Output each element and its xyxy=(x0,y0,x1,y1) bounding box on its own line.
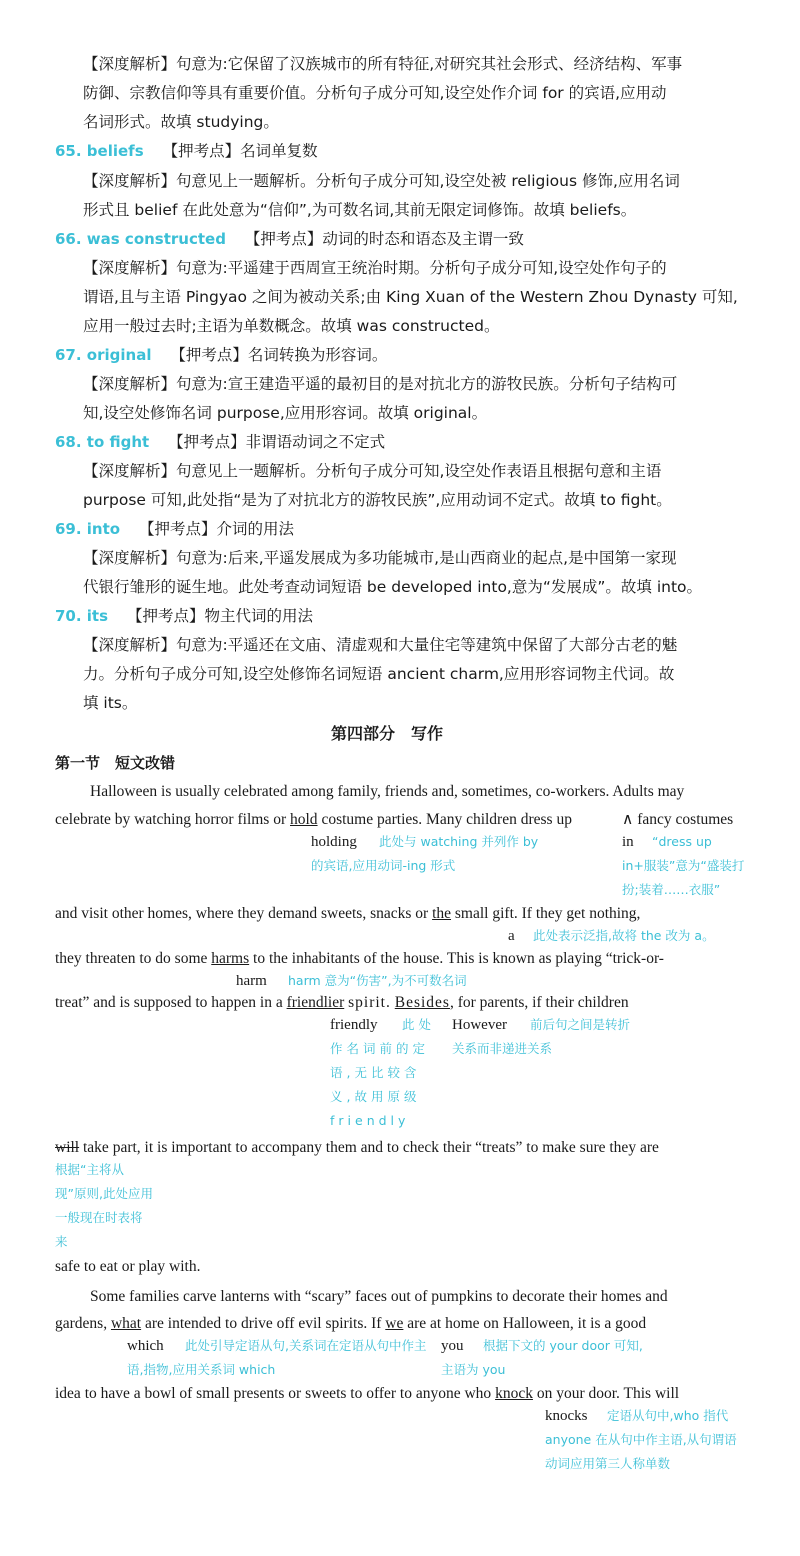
note-harm: harm 意为“伤害”,为不可数名词 xyxy=(288,973,467,988)
note-in: “dress up in+服装”意为“盛装打扮;装着……衣服” xyxy=(622,834,745,897)
error-word-what: what xyxy=(110,1315,142,1332)
passage-line xyxy=(622,809,733,831)
test-point: 【押考点】动词的时态和语态及主谓一致 xyxy=(244,230,524,248)
passage-line: Halloween is usually celebrated among family, friends and, sometimes, co-workers. Adults may xyxy=(90,783,685,800)
passage-line: safe to eat or play with. xyxy=(55,1258,201,1275)
analysis-line: 【深度解析】句意为:它保留了汉族城市的所有特征,对研究其社会形式、经济结构、军事 xyxy=(83,55,683,73)
passage-text: they threaten to do some xyxy=(55,950,208,967)
correction-knocks: knocks xyxy=(545,1408,588,1424)
passage-line xyxy=(55,1383,679,1405)
analysis-line: 应用一般过去时;主语为单数概念。故填 was constructed。 xyxy=(83,317,500,335)
passage-text: spirit. xyxy=(348,994,391,1011)
analysis-line: 力。分析句子成分可知,设空处修饰名词短语 ancient charm,应用形容词物主代词。故 xyxy=(83,665,675,683)
answer-number: 70. its xyxy=(55,607,109,625)
analysis-line: 【深度解析】句意为:后来,平遥发展成为多功能城市,是山西商业的起点,是中国第一家现 xyxy=(83,549,677,567)
section-title: 第一节 短文改错 xyxy=(55,754,176,772)
passage-text: are at home on Halloween, it is a good xyxy=(407,1315,647,1332)
passage-text: take part, it is important to accompany them and to check their “treats” to make sure they are xyxy=(83,1139,659,1156)
answer-number: 67. original xyxy=(55,346,152,364)
error-word-besides: Besides xyxy=(394,994,450,1011)
answer-number: 65. beliefs xyxy=(55,142,144,160)
correction-holding: holding xyxy=(311,834,357,850)
correction-in: in xyxy=(622,834,634,850)
passage-line xyxy=(55,809,572,831)
analysis-line: 谓语,且与主语 Pingyao 之间为被动关系;由 King Xuan of the Western Zhou Dynasty 可知, xyxy=(83,288,738,306)
passage-text: are intended to drive off evil spirits. If xyxy=(144,1315,382,1332)
passage-text: and visit other homes, where they demand sweets, snacks or xyxy=(55,905,429,922)
analysis-line: 填 its。 xyxy=(83,694,138,712)
passage-line: Some families carve lanterns with “scary” faces out of pumpkins to decorate their homes and xyxy=(90,1288,668,1305)
correction-harm: harm xyxy=(236,973,267,989)
passage-text: idea to have a bowl of small presents or sweets to offer to anyone who xyxy=(55,1385,492,1402)
correction-a: a xyxy=(508,928,515,944)
answer-number: 68. to fight xyxy=(55,433,150,451)
passage-text: on your door. This will xyxy=(536,1385,680,1402)
passage-line xyxy=(55,903,640,925)
passage-text: to the inhabitants of the house. This is known as playing “trick-or- xyxy=(253,950,664,967)
note-you: 根据下文的 your door 可知,主语为 you xyxy=(441,1338,643,1377)
part-title: 第四部分 写作 xyxy=(331,724,444,743)
error-word-knock: knock xyxy=(495,1385,533,1402)
analysis-line: 防御、宗教信仰等具有重要价值。分析句子成分可知,设空处作介词 for 的宾语,应用动 xyxy=(83,84,667,102)
error-word-the: the xyxy=(432,905,452,922)
test-point: 【押考点】非谓语动词之不定式 xyxy=(168,433,386,451)
passage-line xyxy=(55,1137,659,1159)
analysis-line: purpose 可知,此处指“是为了对抗北方的游牧民族”,应用动词不定式。故填 to fight。 xyxy=(83,491,672,509)
passage-text: costume parties. Many children dress up xyxy=(321,811,572,828)
passage-text: small gift. If they get nothing, xyxy=(454,905,641,922)
passage-line xyxy=(55,992,629,1014)
analysis-line: 形式且 belief 在此处意为“信仰”,为可数名词,其前无限定词修饰。故填 beliefs。 xyxy=(83,201,637,219)
note-which: 此处引导定语从句,关系词在定语从句中作主语,指物,应用关系词 which xyxy=(127,1338,427,1377)
passage-text: fancy costumes xyxy=(637,811,734,828)
note-will: 根据“主将从现”原则,此处应用一般现在时表将来 xyxy=(55,1162,153,1249)
answer-number: 69. into xyxy=(55,520,121,538)
passage-line xyxy=(55,948,664,970)
analysis-line: 名词形式。故填 studying。 xyxy=(83,113,279,131)
analysis-line: 知,设空处修饰名词 purpose,应用形容词。故填 original。 xyxy=(83,404,488,422)
passage-line xyxy=(55,1313,646,1335)
note-knocks: 定语从句中,who 指代 anyone 在从句中作主语,从句谓语动词应用第三人称单数 xyxy=(545,1408,737,1471)
analysis-line: 代银行雏形的诞生地。此处考查动词短语 be developed into,意为“发展成”。故填 into。 xyxy=(83,578,703,596)
insert-caret: ∧ xyxy=(622,811,634,828)
note-holding: 此处与 watching 并列作 by 的宾语,应用动词-ing 形式 xyxy=(311,834,539,873)
passage-text: celebrate by watching horror films or xyxy=(55,811,287,828)
passage-text: treat” and is supposed to happen in a xyxy=(55,994,283,1011)
analysis-line: 【深度解析】句意为:宣王建造平遥的最初目的是对抗北方的游牧民族。分析句子结构可 xyxy=(83,375,678,393)
analysis-line: 【深度解析】句意为:平遥建于西周宣王统治时期。分析句子成分可知,设空处作句子的 xyxy=(83,259,667,277)
passage-text: , for parents, if their children xyxy=(449,994,629,1011)
error-word-friendlier: friendlier xyxy=(286,994,345,1011)
correction-you: you xyxy=(441,1338,464,1354)
analysis-line: 【深度解析】句意见上一题解析。分析句子成分可知,设空处被 religious 修饰,应用名词 xyxy=(83,172,680,190)
test-point: 【押考点】物主代词的用法 xyxy=(126,607,313,625)
passage-text: gardens, xyxy=(55,1315,108,1332)
note-friendly: 此处作名词前的定语,无比较含义,故用原级 friendly xyxy=(330,1017,436,1128)
answer-number: 66. was constructed xyxy=(55,230,226,248)
correction-friendly: friendly xyxy=(330,1017,378,1033)
correction-which: which xyxy=(127,1338,164,1354)
test-point: 【押考点】名词单复数 xyxy=(162,142,318,160)
correction-however: However xyxy=(452,1017,507,1033)
error-word-we: we xyxy=(385,1315,404,1332)
error-word-hold: hold xyxy=(290,811,318,828)
test-point: 【押考点】名词转换为形容词。 xyxy=(170,346,388,364)
deleted-word-will: will xyxy=(55,1139,80,1156)
error-word-harms: harms xyxy=(211,950,250,967)
analysis-line: 【深度解析】句意见上一题解析。分析句子成分可知,设空处作表语且根据句意和主语 xyxy=(83,462,662,480)
test-point: 【押考点】介词的用法 xyxy=(139,520,295,538)
analysis-line: 【深度解析】句意为:平遥还在文庙、清虚观和大量住宅等建筑中保留了大部分古老的魅 xyxy=(83,636,678,654)
note-however: 前后句之间是转折关系而非递进关系 xyxy=(452,1017,631,1056)
note-a: 此处表示泛指,故将 the 改为 a。 xyxy=(533,928,715,943)
